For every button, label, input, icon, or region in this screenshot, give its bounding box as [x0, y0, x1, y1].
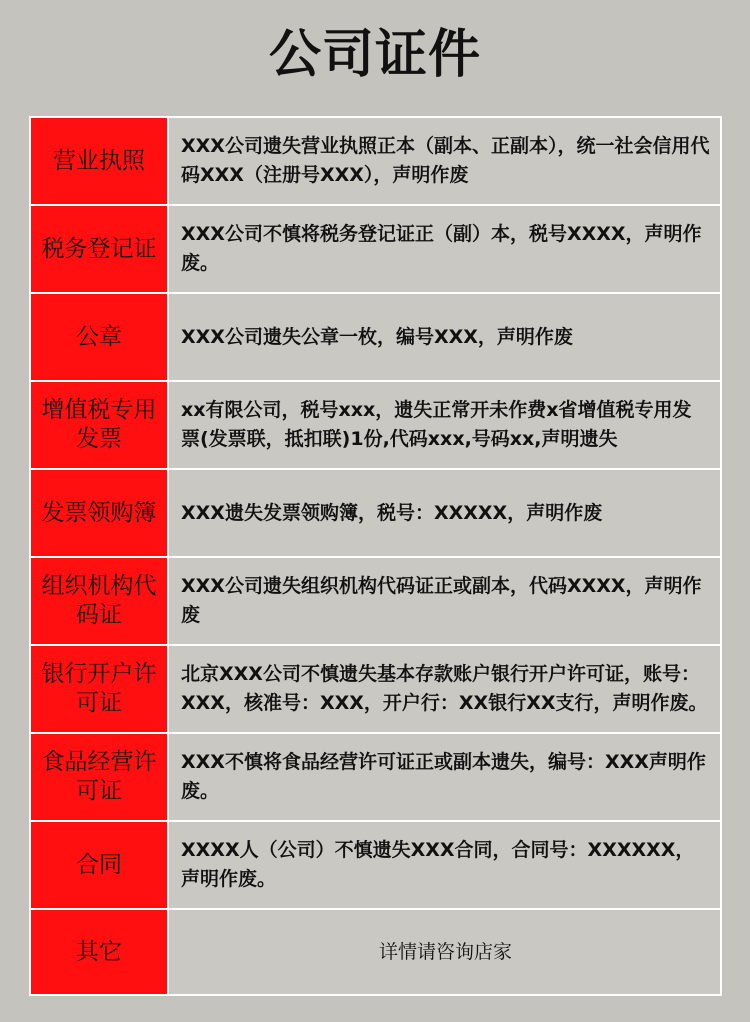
table-row	[31, 558, 720, 646]
table-row	[31, 470, 720, 558]
row-label: 合同	[31, 822, 169, 908]
row-text: 详情请咨询店家	[169, 910, 720, 994]
row-text: xx有限公司，税号xxx，遗失正常开未作费x省增值税专用发票(发票联，抵扣联)1份,代码xxx,号码xx,声明遗失	[169, 382, 720, 468]
table-row	[31, 646, 720, 734]
table-row	[31, 910, 720, 994]
row-label: 组织机构代码证	[31, 558, 169, 644]
row-label: 银行开户许可证	[31, 646, 169, 732]
row-label: 营业执照	[31, 118, 169, 204]
row-label: 增值税专用发票	[31, 382, 169, 468]
row-text: XXX遗失发票领购簿，税号：XXXXX，声明作废	[169, 470, 720, 556]
table-row	[31, 206, 720, 294]
page-title: 公司证件	[268, 25, 481, 85]
row-text: XXX不慎将食品经营许可证正或副本遗失，编号：XXX声明作废。	[169, 734, 720, 820]
row-label: 税务登记证	[31, 206, 169, 292]
row-label: 其它	[31, 910, 169, 994]
row-text: XXX公司遗失公章一枚，编号XXX，声明作废	[169, 294, 720, 380]
row-text: XXX公司遗失组织机构代码证正或副本，代码XXXX，声明作废	[169, 558, 720, 644]
row-text: 北京XXX公司不慎遗失基本存款账户银行开户许可证，账号：XXX，核准号：XXX，开户行：XX银行XX支行，声明作废。	[169, 646, 720, 732]
table-row	[31, 734, 720, 822]
table-row	[31, 118, 720, 206]
table-row	[31, 294, 720, 382]
row-text: XXX公司不慎将税务登记证正（副）本，税号XXXX，声明作废。	[169, 206, 720, 292]
row-text: XXX公司遗失营业执照正本（副本、正副本），统一社会信用代码XXX（注册号XXX），声明作废	[169, 118, 720, 204]
row-label: 食品经营许可证	[31, 734, 169, 820]
table-row	[31, 822, 720, 910]
row-label: 发票领购簿	[31, 470, 169, 556]
row-text: XXXX人（公司）不慎遗失XXX合同，合同号：XXXXXX，声明作废。	[169, 822, 720, 908]
row-label: 公章	[31, 294, 169, 380]
certificate-table	[29, 116, 722, 996]
table-row	[31, 382, 720, 470]
